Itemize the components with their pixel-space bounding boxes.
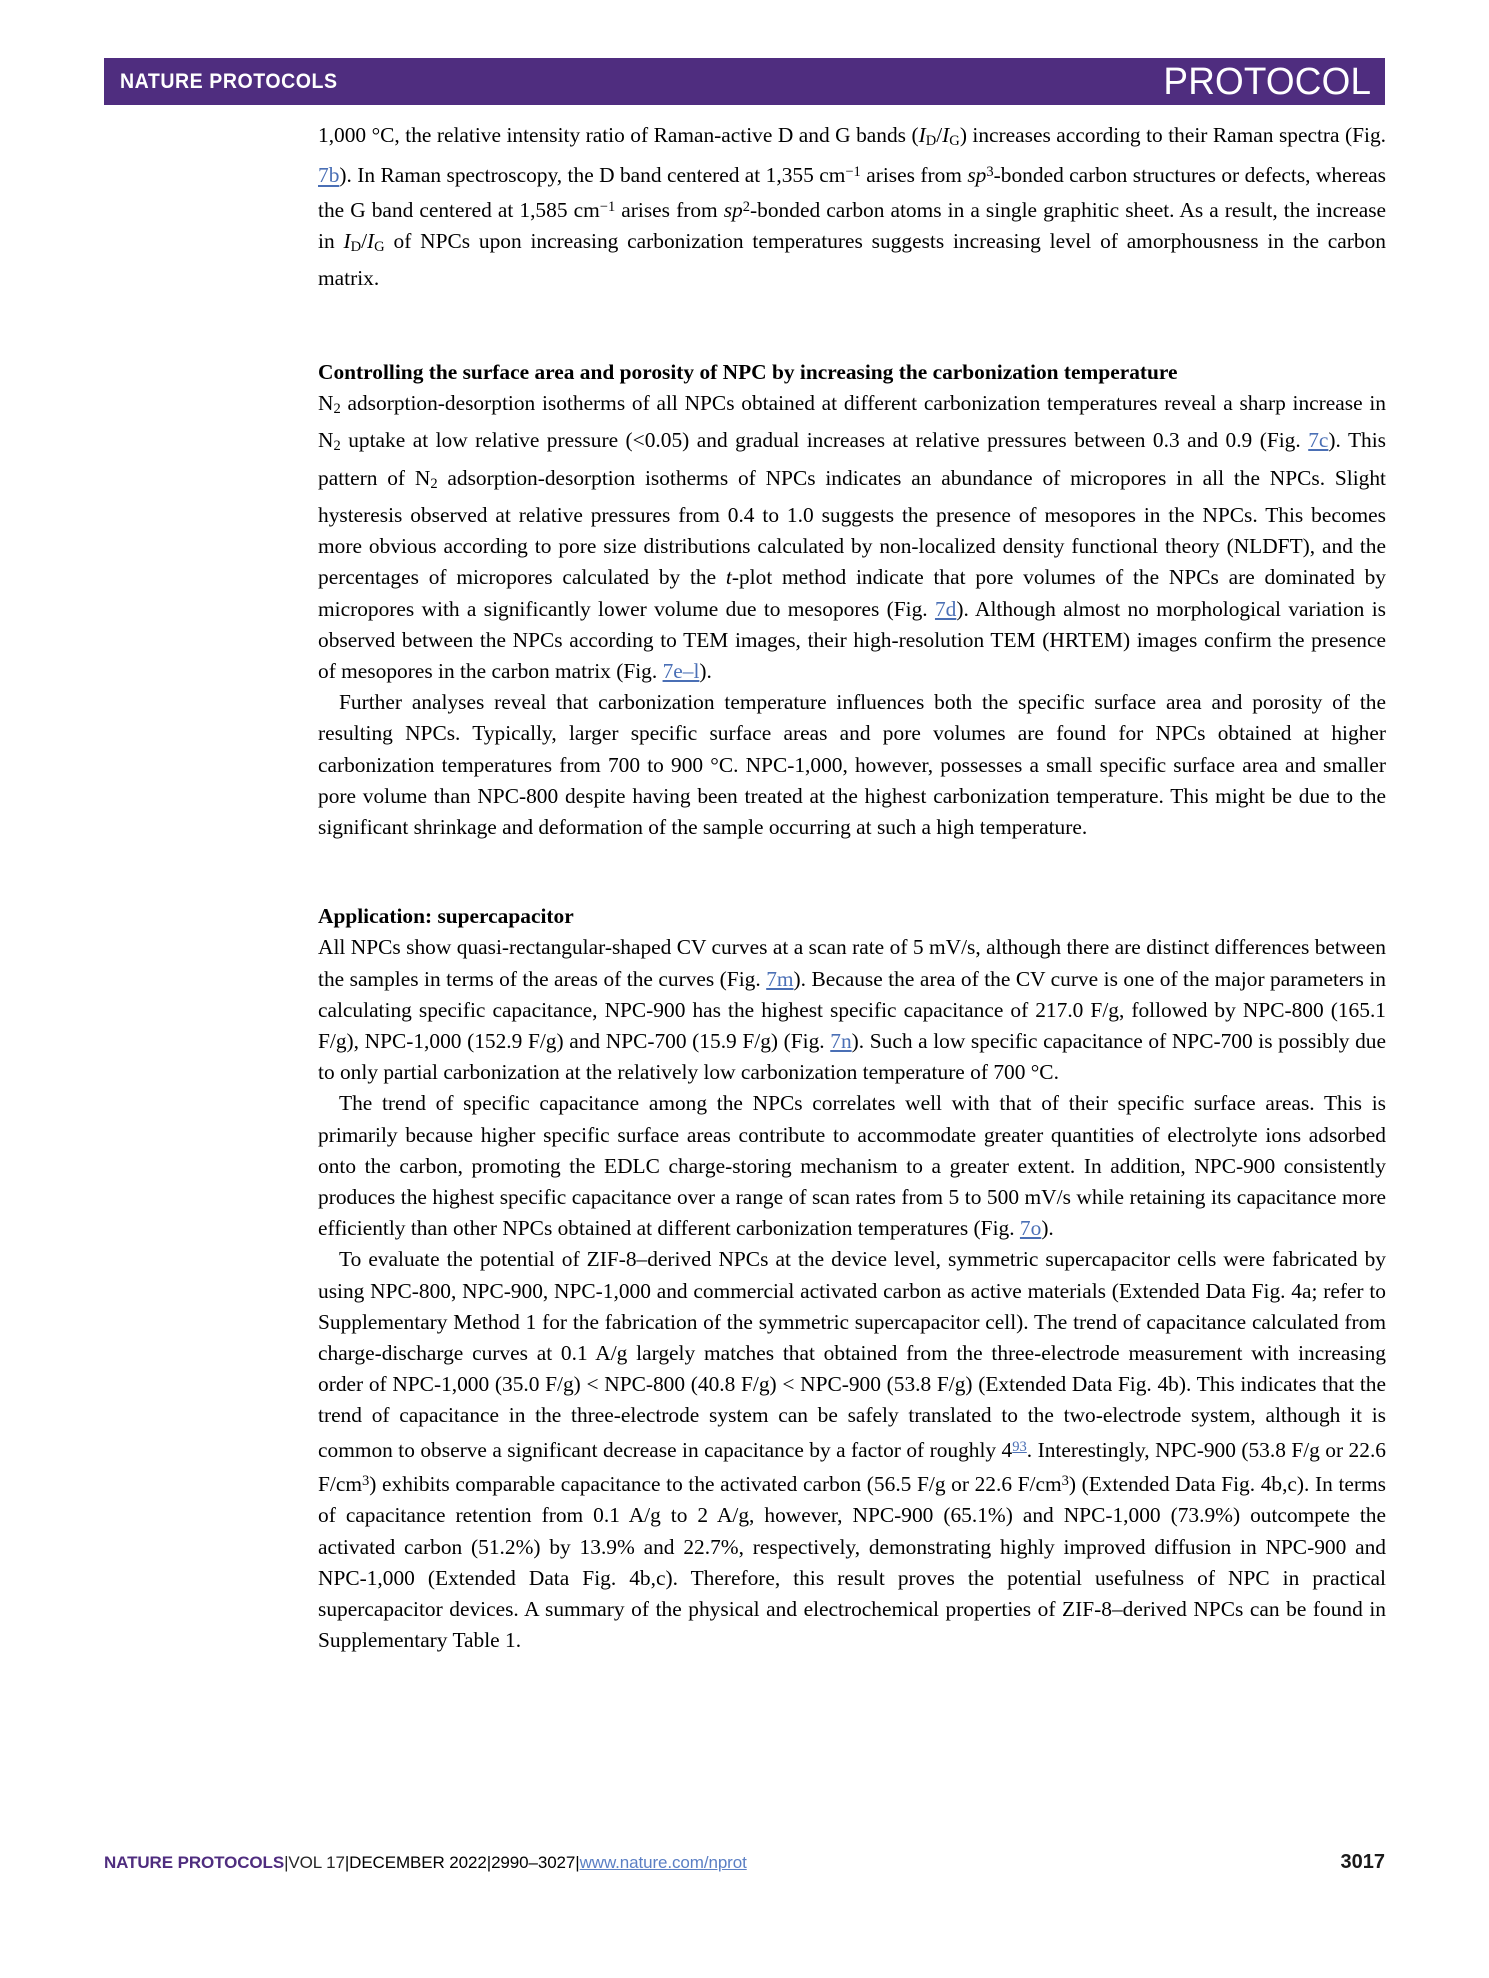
- subscript-2: 2: [430, 475, 438, 492]
- paragraph-capacitance-trend: [318, 1088, 1386, 1244]
- text-run: ) increases according to their Raman spectra (Fig.: [959, 123, 1386, 147]
- footer-citation-line: [104, 1853, 747, 1873]
- reference-link-93[interactable]: 93: [1012, 1438, 1027, 1455]
- text-run: ). In Raman spectroscopy, the D band centered at 1,355 cm: [339, 163, 846, 188]
- text-run: ).: [1041, 1216, 1054, 1241]
- symbol-t-plot: t: [725, 565, 732, 590]
- paragraph-further-analyses: Further analyses reveal that carbonization temperature influences both the specific surface area and porosity of the resulting NPCs. Typically, larger specific surface areas and pore volumes are found for NPCs obtained at higher carbonization temperatures from 700 to 900 °C. NPC-1,000, however, possesses a small specific surface area and smaller pore volume than NPC-800 despite having been treated at the highest carbonization temperature. This might be due to the significant shrinkage and deformation of the sample occurring at such a high temperature.: [318, 690, 1386, 840]
- footer-journal-name: NATURE PROTOCOLS: [104, 1853, 285, 1872]
- superscript-3: 3: [1061, 1472, 1069, 1489]
- figure-link-7d[interactable]: 7d: [934, 596, 957, 621]
- text-run: uptake at low relative pressure (<0.05) and gradual increases at relative pressures between 0.3 and 0.9 (Fig.: [340, 428, 1309, 453]
- text-run: 1,000 °C, the relative intensity ratio of Raman-active D and G bands (: [318, 123, 919, 147]
- footer-page-number: 3017: [1340, 1851, 1385, 1873]
- text-run: arises from: [860, 163, 968, 188]
- section-spacer: [318, 843, 1386, 901]
- text-run: ). Although almost no morphological variation is observed between the NPCs according to TEM images, their high-resolution TEM (HRTEM) images confirm the presence of mesopores in the carbon matrix (Fig.: [318, 596, 1386, 683]
- superscript-3: 3: [986, 164, 994, 181]
- footer-volume: VOL 17: [288, 1853, 345, 1872]
- text-run: adsorption-desorption isotherms of all NPCs obtained at different carbonization temperatures reveal a sharp increase in: [340, 390, 1386, 415]
- text-run: ).: [699, 659, 712, 683]
- text-run: N: [318, 428, 334, 453]
- subscript-2: 2: [333, 438, 341, 455]
- header-journal-name: NATURE PROTOCOLS: [120, 69, 338, 93]
- footer-separator: |: [486, 1853, 492, 1872]
- subscript-G: G: [949, 133, 960, 150]
- text-run: -plot method indicate that pore volumes of the NPCs are dominated by micropores with a significantly lower volume due to mesopores (Fig.: [318, 565, 1386, 621]
- subscript-2: 2: [333, 401, 341, 417]
- article-text-column: [318, 120, 1386, 1656]
- text-run: N: [414, 465, 431, 490]
- text-run: ). Because the area of the CV curve is one of the major parameters in calculating specific capacitance, NPC-900 has the highest specific capacitance of 217.0 F/g, followed by NPC-800 (165.1 F/g), NPC-1,000 (152.9 F/g) and NPC-700 (15.9 F/g) (Fig.: [318, 966, 1386, 1054]
- symbol-sp: sp: [967, 163, 987, 188]
- text-run: -bonded carbon structures or defects, whereas the G band centered at 1,585 cm: [318, 163, 1387, 222]
- page-header-band: [104, 58, 1385, 105]
- superscript-2: 2: [742, 198, 751, 215]
- page-footer: [104, 1851, 1385, 1874]
- text-run: ) exhibits comparable capacitance to the activated carbon (56.5 F/g or 22.6 F/cm: [369, 1472, 1062, 1497]
- text-run: ) (Extended Data Fig. 4b,c). In terms of capacitance retention from 0.1 A/g to 2 A/g, however, NPC-900 (65.1%) and NPC-1,000 (73.9%) outcompete the activated carbon (51.2%) by 13.9% and 22.7%, respectively, demonstrating highly improved diffusion in NPC-900 and NPC-1,000 (Extended Data Fig. 4b,c). Therefore, this result proves the potential usefulness of NPC in practical supercapacitor devices. A summary of the physical and electrochemical properties of ZIF-8–derived NPCs can be found in Supplementary Table 1.: [318, 1472, 1386, 1653]
- symbol-I-D: I: [343, 229, 351, 254]
- footer-journal-url[interactable]: www.nature.com/nprot: [579, 1853, 747, 1872]
- figure-link-7n[interactable]: 7n: [830, 1029, 852, 1054]
- text-run: The trend of specific capacitance among the NPCs correlates well with that of their specific surface areas. This is primarily because higher specific surface areas contribute to accommodate greater quantities of electrolyte ions adsorbed onto the carbon, promoting the EDLC charge-storing mechanism to a greater extent. In addition, NPC-900 consistently produces the highest specific capacitance over a range of scan rates from 5 to 500 mV/s while retaining its capacitance more efficiently than other NPCs obtained at different carbonization temperatures (Fig.: [318, 1091, 1386, 1241]
- text-run: of NPCs upon increasing carbonization temperatures suggests increasing level of amorphousness in the carbon matrix.: [318, 229, 1386, 291]
- header-article-type: PROTOCOL: [1163, 60, 1371, 103]
- section-spacer: [318, 295, 1386, 357]
- subscript-D: D: [925, 133, 937, 150]
- figure-link-7e-l[interactable]: 7e–l: [662, 659, 700, 683]
- text-run: N: [318, 390, 334, 415]
- symbol-I-D: I: [918, 123, 926, 147]
- footer-separator: |: [575, 1853, 580, 1872]
- symbol-I-G: I: [367, 229, 375, 254]
- superscript-minus-one: −1: [599, 198, 616, 215]
- text-run: /: [936, 123, 943, 147]
- superscript-3: 3: [361, 1472, 370, 1489]
- paragraph-surface-area: [318, 388, 1386, 687]
- symbol-I-G: I: [942, 123, 950, 147]
- figure-link-7b[interactable]: 7b: [318, 163, 340, 188]
- text-run: arises from: [615, 197, 724, 222]
- footer-separator: |: [284, 1853, 289, 1872]
- figure-link-7o[interactable]: 7o: [1019, 1216, 1042, 1241]
- subscript-D: D: [350, 239, 362, 256]
- text-run: All NPCs show quasi-rectangular-shaped CV curves at a scan rate of 5 mV/s, although there are distinct differences between the samples in terms of the areas of the curves (Fig.: [318, 935, 1386, 991]
- text-run: ). This pattern of: [318, 428, 1386, 490]
- text-run: /: [361, 229, 368, 254]
- footer-page-range: 2990–3027: [491, 1853, 576, 1872]
- paragraph-application: [318, 932, 1386, 1088]
- heading-application-supercapacitor: Application: supercapacitor: [318, 904, 574, 929]
- superscript-minus-one: −1: [845, 164, 861, 181]
- heading-surface-area-porosity: Controlling the surface area and porosity of NPC by increasing the carbonization temperature: [318, 359, 1178, 384]
- figure-link-7c[interactable]: 7c: [1308, 428, 1329, 453]
- text-run: ). Such a low specific capacitance of NPC-700 is possibly due to only partial carbonization at the relatively low carbonization temperature of 700 °C.: [318, 1029, 1386, 1085]
- text-run: To evaluate the potential of ZIF-8–derived NPCs at the device level, symmetric supercapacitor cells were fabricated by using NPC-800, NPC-900, NPC-1,000 and commercial activated carbon as active materials (Extended Data Fig. 4a; refer to Supplementary Method 1 for the fabrication of the symmetric supercapacitor cell). The trend of capacitance calculated from charge-discharge curves at 0.1 A/g largely matches that obtained from the three-electrode measurement with increasing order of NPC-1,000 (35.0 F/g) < NPC-800 (40.8 F/g) < NPC-900 (53.8 F/g) (Extended Data Fig. 4b). This indicates that the trend of capacitance in the three-electrode system can be safely translated to the two-electrode system, although it is common to observe a significant decrease in capacitance by a factor of roughly 4: [318, 1247, 1386, 1462]
- footer-issue-date: DECEMBER 2022: [349, 1853, 487, 1872]
- paragraph-device-level: [318, 1244, 1386, 1656]
- symbol-sp: sp: [723, 197, 743, 222]
- text-run: . Interestingly, NPC-900 (53.8 F/g or 22.6 F/cm: [318, 1437, 1386, 1497]
- paragraph-raman-continued: [318, 120, 1386, 295]
- footer-separator: |: [344, 1853, 350, 1872]
- text-run: -bonded carbon atoms in a single graphitic sheet. As a result, the increase in: [318, 197, 1387, 254]
- subscript-G: G: [374, 239, 385, 256]
- figure-link-7m[interactable]: 7m: [766, 966, 794, 991]
- text-run: adsorption-desorption isotherms of NPCs indicates an abundance of micropores in all the NPCs. Slight hysteresis observed at relative pressures from 0.4 to 1.0 suggests the presence of mesopores in the NPCs. This becomes more obvious according to pore size distributions calculated by non-localized density functional theory (NLDFT), and the percentages of micropores calculated by the: [318, 465, 1386, 590]
